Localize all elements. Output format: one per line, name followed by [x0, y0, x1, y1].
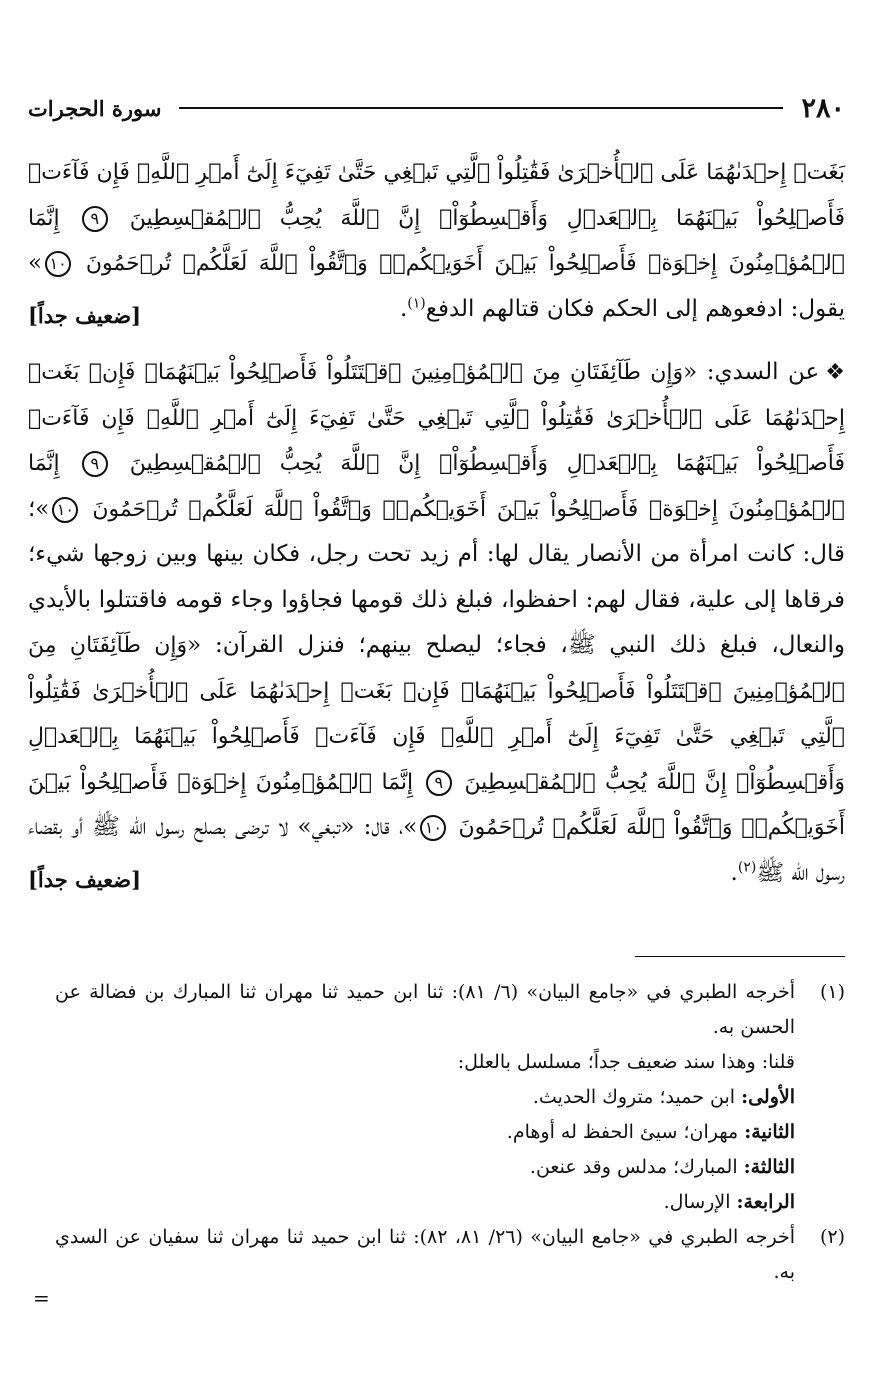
paragraph-1 — [28, 150, 845, 332]
defect-text: الإرسال. — [663, 1191, 737, 1213]
defect-label: الأولى: — [741, 1086, 795, 1108]
quran-text: إِنَّمَا ٱلۡمُؤۡمِنُونَ إِخۡوَةٞ فَأَصۡلِحُواْ بَيۡنَ أَخَوَيۡكُمۡۚ وَٱتَّقُواْ ٱللَّهَ لَعَلَّكُمۡ تُرۡحَمُونَ — [28, 451, 845, 522]
defect-label: الثانية: — [744, 1121, 795, 1143]
grade-label: [ضعيف جداً] — [28, 866, 142, 892]
verse-number-marker: ٩ — [426, 770, 452, 796]
footnote-1-intro: قلنا: وهذا سند ضعيف جداً؛ مسلسل بالعلل: — [457, 1051, 795, 1073]
defect-item — [55, 1115, 845, 1150]
footnote-number: (١) — [819, 981, 845, 1003]
footnote-reference: (٢) — [737, 858, 757, 875]
quran-text: بَغَتۡ إِحۡدَىٰهُمَا عَلَى ٱلۡأُخۡرَىٰ فَقَٰتِلُواْ ٱلَّتِي تَبۡغِي حَتَّىٰ تَفِيٓءَ إِلَىٰٓ أَمۡرِ ٱللَّهِۚ فَإِن فَآءَتۡ فَأَصۡلِحُواْ بَيۡنَهُمَا بِٱلۡعَدۡلِ وَأَقۡسِطُوٓاْۖ إِنَّ ٱللَّهَ يُحِبُّ ٱلۡمُقۡسِطِينَ — [28, 160, 845, 231]
continuation-mark: = — [33, 1286, 50, 1310]
defect-label: الرابعة: — [736, 1191, 795, 1213]
page-header — [28, 86, 845, 130]
footnote-2 — [55, 1220, 845, 1290]
defect-text: ابن حميد؛ متروك الحديث. — [532, 1086, 742, 1108]
verse-number-marker: ١٠ — [45, 251, 71, 277]
header-rule — [179, 107, 783, 109]
footnotes — [55, 975, 845, 1290]
defect-item — [55, 1150, 845, 1185]
page-number: ٢٨٠ — [801, 92, 845, 124]
verse-number-marker: ١٠ — [52, 497, 78, 523]
defect-item — [55, 1185, 845, 1220]
footnote-text: أخرجه الطبري في «جامع البيان» (٦/ ٨١): ثنا ابن حميد ثنا مهران ثنا المبارك بن فضالة عن الحسن به. — [55, 981, 795, 1038]
quran-text: إِنَّمَا ٱلۡمُؤۡمِنُونَ إِخۡوَةٞ فَأَصۡلِحُواْ بَيۡنَ أَخَوَيۡكُمۡۚ وَٱتَّقُواْ ٱللَّهَ لَعَلَّكُمۡ تُرۡحَمُونَ — [28, 769, 845, 840]
grade-label: [ضعيف جداً] — [28, 302, 142, 328]
explanation-text: »، قال: «تبغي» لا ترضى بصلح رسول الله ﷺ أو بقضاء رسول الله ﷺ — [28, 814, 845, 886]
quran-text: وَإِن طَآئِفَتَانِ مِنَ ٱلۡمُؤۡمِنِينَ ٱقۡتَتَلُواْ فَأَصۡلِحُواْ بَيۡنَهُمَاۖ فَإِنۢ بَغَتۡ إِحۡدَىٰهُمَا عَلَى ٱلۡأُخۡرَىٰ فَقَٰتِلُواْ ٱلَّتِي تَبۡغِي حَتَّىٰ تَفِيٓءَ إِلَىٰٓ أَمۡرِ ٱللَّهِۚ فَإِن فَآءَتۡ فَأَصۡلِحُواْ بَيۡنَهُمَا بِٱلۡعَدۡلِ وَأَقۡسِطُوٓاْۖ إِنَّ ٱللَّهَ يُحِبُّ ٱلۡمُقۡسِطِينَ — [28, 360, 845, 476]
footnote-text: أخرجه الطبري في «جامع البيان» (٢٦/ ٨١، ٨٢): ثنا ابن حميد ثنا مهران ثنا سفيان عن السدي به. — [55, 1226, 795, 1283]
quran-text: وَإِن طَآئِفَتَانِ مِنَ ٱلۡمُؤۡمِنِينَ ٱقۡتَتَلُواْ فَأَصۡلِحُواْ بَيۡنَهُمَاۖ فَإِنۢ بَغَتۡ إِحۡدَىٰهُمَا عَلَى ٱلۡأُخۡرَىٰ فَقَٰتِلُواْ ٱلَّتِي تَبۡغِي حَتَّىٰ تَفِيٓءَ إِلَىٰٓ أَمۡرِ ٱللَّهِۚ فَإِن فَآءَتۡ فَأَصۡلِحُواْ بَيۡنَهُمَا بِٱلۡعَدۡلِ وَأَقۡسِطُوٓاْۖ إِنَّ ٱللَّهَ يُحِبُّ ٱلۡمُقۡسِطِينَ — [28, 633, 845, 795]
commentary-text: » يقول: ادفعوهم إلى الحكم فكان قتالهم الدفع — [28, 250, 845, 322]
main-text — [28, 150, 845, 902]
defect-item — [55, 1080, 845, 1115]
paragraph-2 — [28, 350, 845, 896]
defect-text: مهران؛ سيئ الحفظ له أوهام. — [506, 1121, 745, 1143]
diamond-bullet-icon: ❖ — [825, 360, 846, 385]
verse-number-marker: ٩ — [82, 206, 108, 232]
footnote-1 — [55, 975, 845, 1045]
sentence-end: . — [730, 859, 738, 886]
sentence-end: . — [399, 295, 408, 322]
footnote-number: (٢) — [819, 1226, 845, 1248]
narrator-intro: عن السدي: « — [683, 359, 820, 385]
verse-number-marker: ١٠ — [420, 815, 446, 841]
footnote-reference: (١) — [407, 294, 426, 311]
narrative-text: »؛ قال: كانت امرأة من الأنصار يقال لها: أم زيد تحت رجل، فكان بينها وبين زوجها شيء؛ فرقاها إلى علية، فقال لهم: احفظوا، فبلغ ذلك قومها فجاؤوا وجاء قومه فاقتتلوا بالأيدي والنعال، فبلغ ذلك النبي ﷺ، فجاء؛ ليصلح بينهم؛ فنزل القرآن: « — [28, 495, 845, 658]
footnote-divider — [635, 956, 845, 957]
surah-title: سورة الحجرات — [28, 95, 162, 121]
quran-text: إِنَّمَا ٱلۡمُؤۡمِنُونَ إِخۡوَةٞ فَأَصۡلِحُواْ بَيۡنَ أَخَوَيۡكُمۡۚ وَٱتَّقُواْ ٱللَّهَ لَعَلَّكُمۡ تُرۡحَمُونَ — [28, 205, 845, 276]
verse-number-marker: ٩ — [82, 451, 108, 477]
defect-label: الثالثة: — [743, 1156, 795, 1178]
defect-text: المبارك؛ مدلس وقد عنعن. — [529, 1156, 744, 1178]
